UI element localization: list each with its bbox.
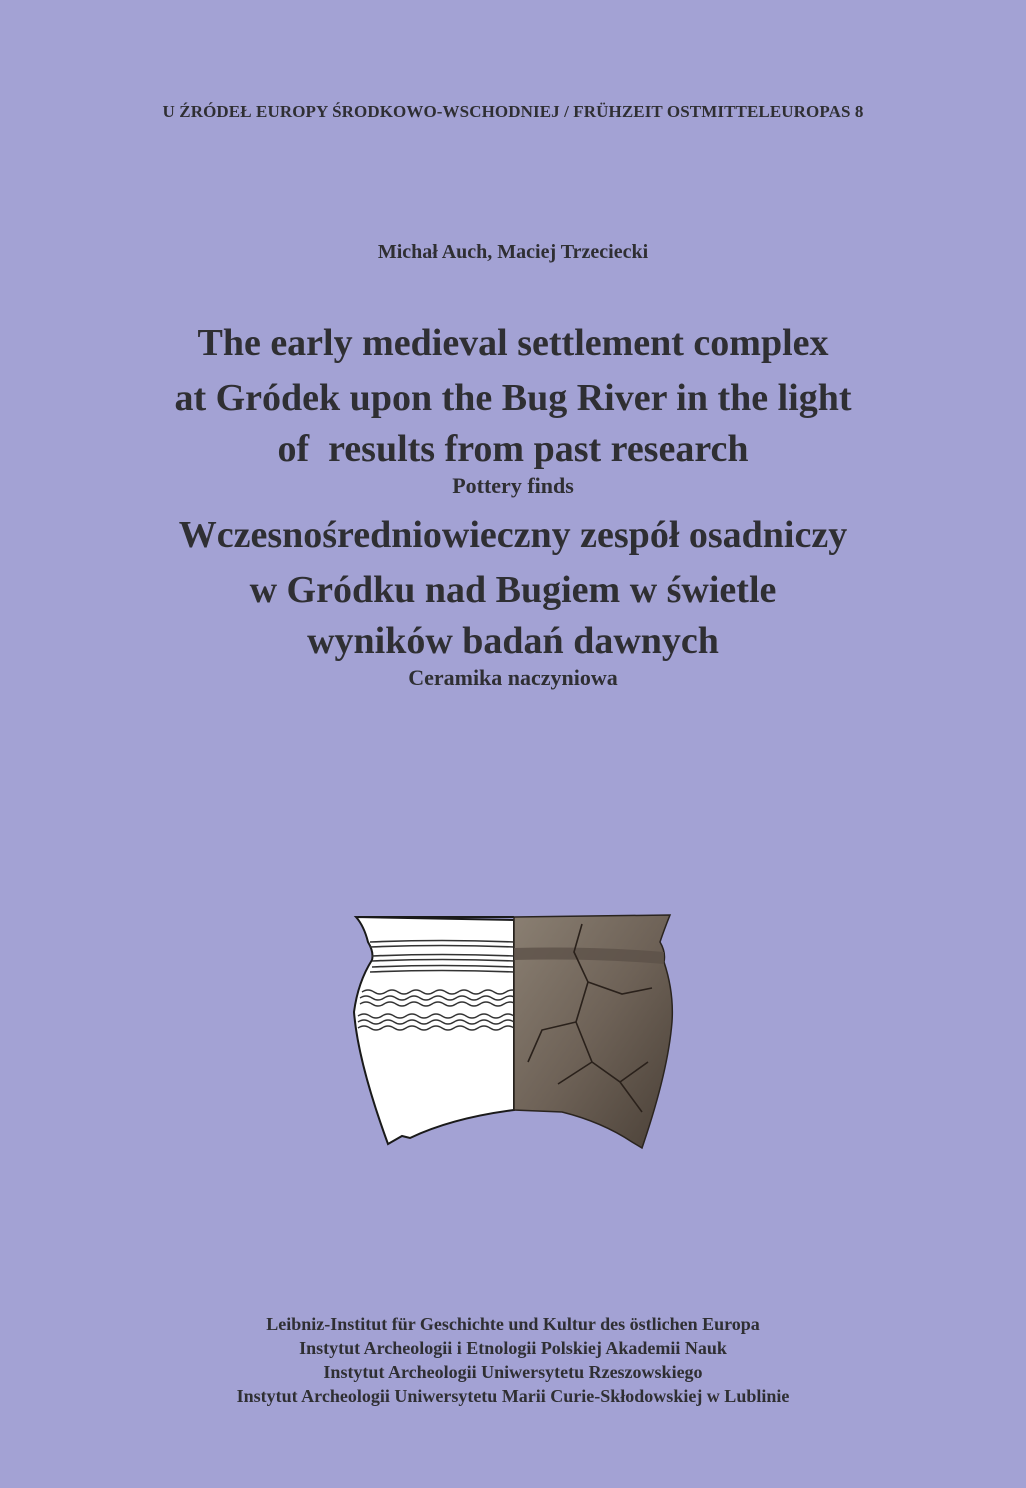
institution-1: Leibniz-Institut für Geschichte und Kultur des östlichen Europa xyxy=(266,1314,760,1334)
subtitle-pl: Ceramika naczyniowa xyxy=(408,665,618,690)
title-en-line-2: at Gródek upon the Bug River in the light xyxy=(174,377,852,419)
title-pl-line-3: wyników badań dawnych xyxy=(307,620,719,662)
title-en-line-1: The early medieval settlement complex xyxy=(197,322,829,364)
institutions-list xyxy=(0,1312,1026,1408)
title-pl-line-1: Wczesnośredniowieczny zespół osadniczy xyxy=(178,514,848,556)
title-pl-line-2: w Gródku nad Bugiem w świetle xyxy=(249,569,777,611)
title-block xyxy=(0,316,1026,692)
subtitle-en: Pottery finds xyxy=(452,473,574,498)
pottery-vessel-illustration xyxy=(352,912,676,1152)
institution-3: Instytut Archeologii Uniwersytetu Rzeszowskiego xyxy=(323,1362,703,1382)
series-title: U ŹRÓDEŁ EUROPY ŚRODKOWO-WSCHODNIEJ / FRÜHZEIT OSTMITTELEUROPAS 8 xyxy=(162,102,864,121)
institution-2: Instytut Archeologii i Etnologii Polskiej Akademii Nauk xyxy=(299,1338,727,1358)
title-en-line-3: of results from past research xyxy=(277,428,749,470)
authors: Michał Auch, Maciej Trzeciecki xyxy=(377,241,649,263)
institution-4: Instytut Archeologii Uniwersytetu Marii Curie-Skłodowskiej w Lublinie xyxy=(236,1386,790,1406)
